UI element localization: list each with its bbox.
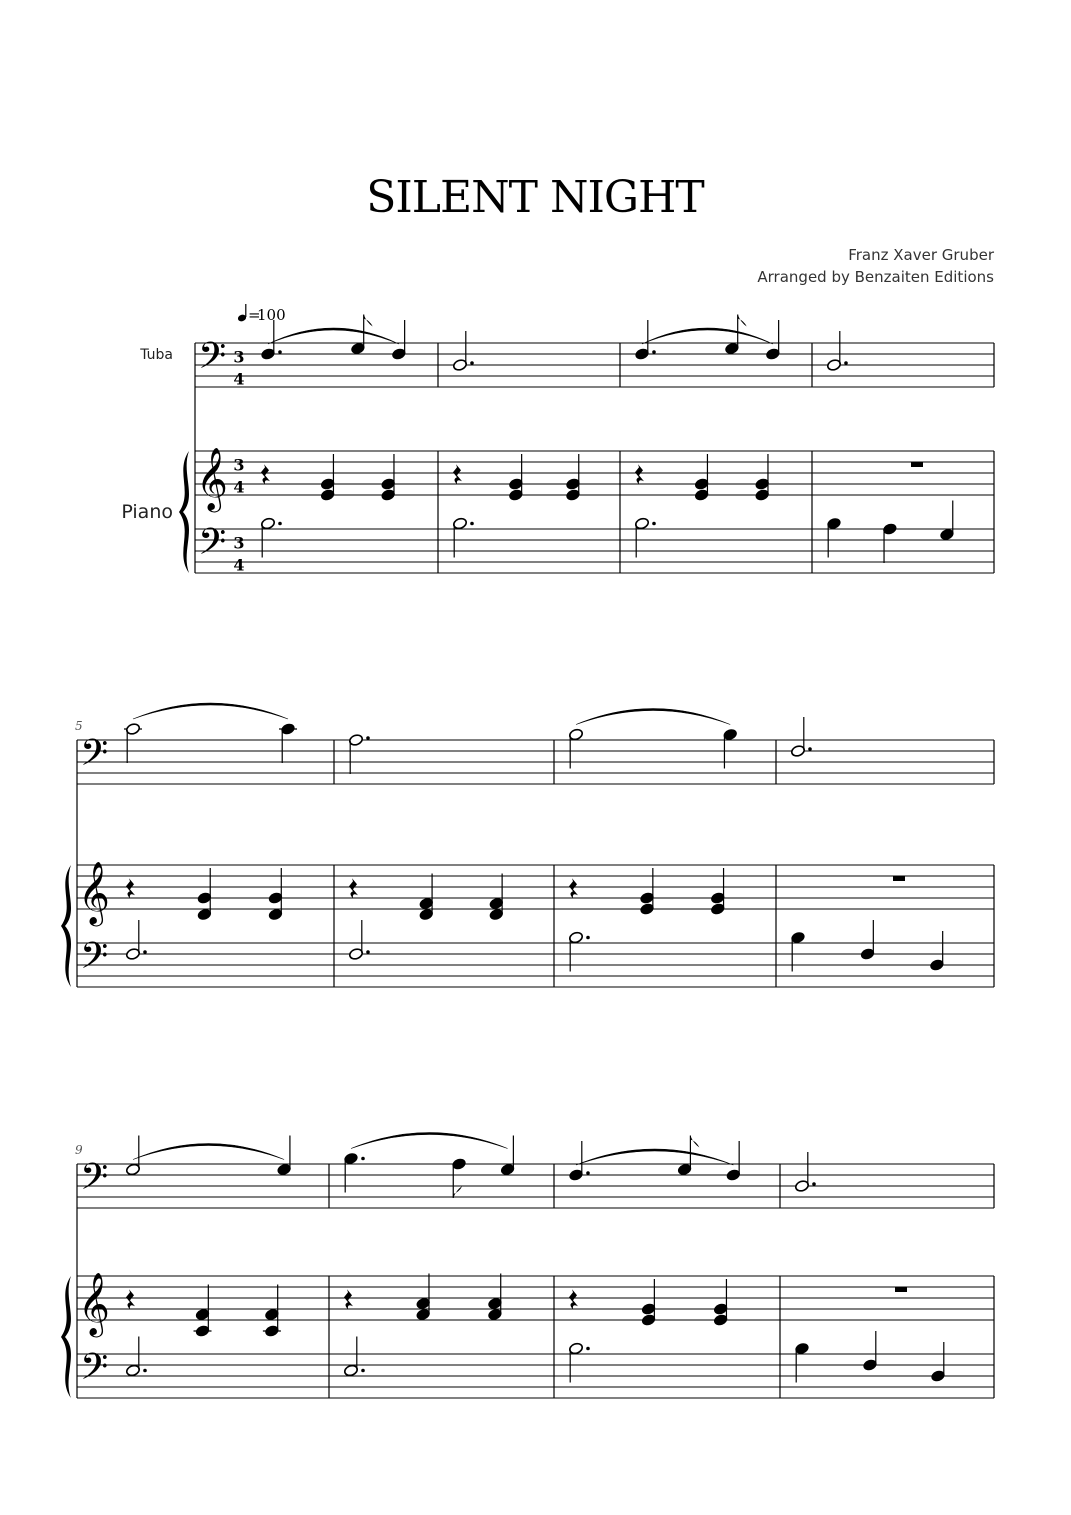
tuba-slur [351, 1133, 508, 1149]
tuba-slur [642, 328, 773, 344]
bass-note-dot [652, 522, 656, 526]
treble-quarter-rest [569, 878, 578, 898]
tuba-eighth-flag [453, 1186, 462, 1198]
score-systems [61, 315, 994, 1399]
piano-treble-clef: 𝄞 [196, 447, 228, 511]
treble-time-signature-top: 3 [233, 455, 245, 475]
treble-whole-rest [911, 462, 923, 467]
treble-quarter-rest [635, 464, 644, 484]
bass-note-dot [361, 1369, 365, 1373]
tuba-eighth-flag [690, 1136, 699, 1148]
tuba-note-dot [844, 361, 848, 365]
piano-bass-clef: 𝄢 [80, 934, 109, 986]
treble-whole-rest [895, 1287, 907, 1292]
bass-note-dot [366, 950, 370, 954]
tuba-bass-clef: 𝄢 [80, 1155, 109, 1207]
measure-number: 9 [75, 1143, 83, 1157]
tuba-eighth-flag [738, 315, 747, 327]
piano-brace [61, 1276, 71, 1398]
piano-bass-clef: 𝄢 [80, 1345, 109, 1397]
piano-treble-clef: 𝄞 [78, 1272, 110, 1336]
tuba-label: Tuba [140, 347, 173, 363]
tuba-slur [576, 1149, 733, 1165]
tuba-eighth-flag [364, 315, 373, 327]
tuba-note-dot [361, 1157, 365, 1161]
treble-quarter-rest [569, 1289, 578, 1309]
piano-treble-clef: 𝄞 [78, 861, 110, 925]
treble-quarter-rest [126, 1289, 135, 1309]
tuba-slur [576, 709, 730, 725]
bass-note-dot [143, 1369, 147, 1373]
bass-note-dot [586, 936, 590, 940]
treble-quarter-rest [261, 464, 270, 484]
tuba-note-dot [470, 361, 474, 365]
treble-quarter-rest [344, 1289, 353, 1309]
tuba-slur [133, 703, 288, 719]
bass-note-dot [278, 522, 282, 526]
tempo-equals: = [248, 306, 261, 324]
tuba-time-signature-bottom: 4 [233, 369, 245, 389]
tuba-note-dot [812, 1182, 816, 1186]
tuba-note-dot [586, 1171, 590, 1175]
measure-number: 5 [75, 719, 83, 733]
treble-time-signature-bottom: 4 [233, 477, 245, 497]
tuba-note-dot [652, 350, 656, 354]
tuba-note-dot [808, 747, 812, 751]
bass-note-dot [586, 1347, 590, 1351]
piano-label: Piano [121, 501, 173, 523]
treble-quarter-rest [453, 464, 462, 484]
piano-brace [179, 451, 189, 573]
piano-brace [61, 865, 71, 987]
tuba-slur [268, 328, 399, 344]
bass-note-dot [143, 950, 147, 954]
treble-quarter-rest [126, 878, 135, 898]
tuba-note-dot [278, 350, 282, 354]
treble-whole-rest [893, 876, 905, 881]
tempo-marking [237, 304, 286, 324]
tuba-note-dot [366, 736, 370, 740]
tuba-time-signature-top: 3 [233, 347, 245, 367]
bass-time-signature-bottom: 4 [233, 555, 245, 575]
tuba-bass-clef: 𝄢 [198, 334, 227, 386]
tuba-slur [133, 1144, 284, 1160]
tempo-bpm: 100 [257, 306, 286, 324]
composer-credit: Franz Xaver Gruber [848, 246, 994, 264]
bass-time-signature-top: 3 [233, 533, 245, 553]
bass-note-dot [470, 522, 474, 526]
tuba-bass-clef: 𝄢 [80, 731, 109, 783]
arranger-credit: Arranged by Benzaiten Editions [757, 268, 994, 286]
treble-quarter-rest [349, 878, 358, 898]
piano-bass-clef: 𝄢 [198, 520, 227, 572]
score-title: SILENT NIGHT [366, 172, 704, 223]
